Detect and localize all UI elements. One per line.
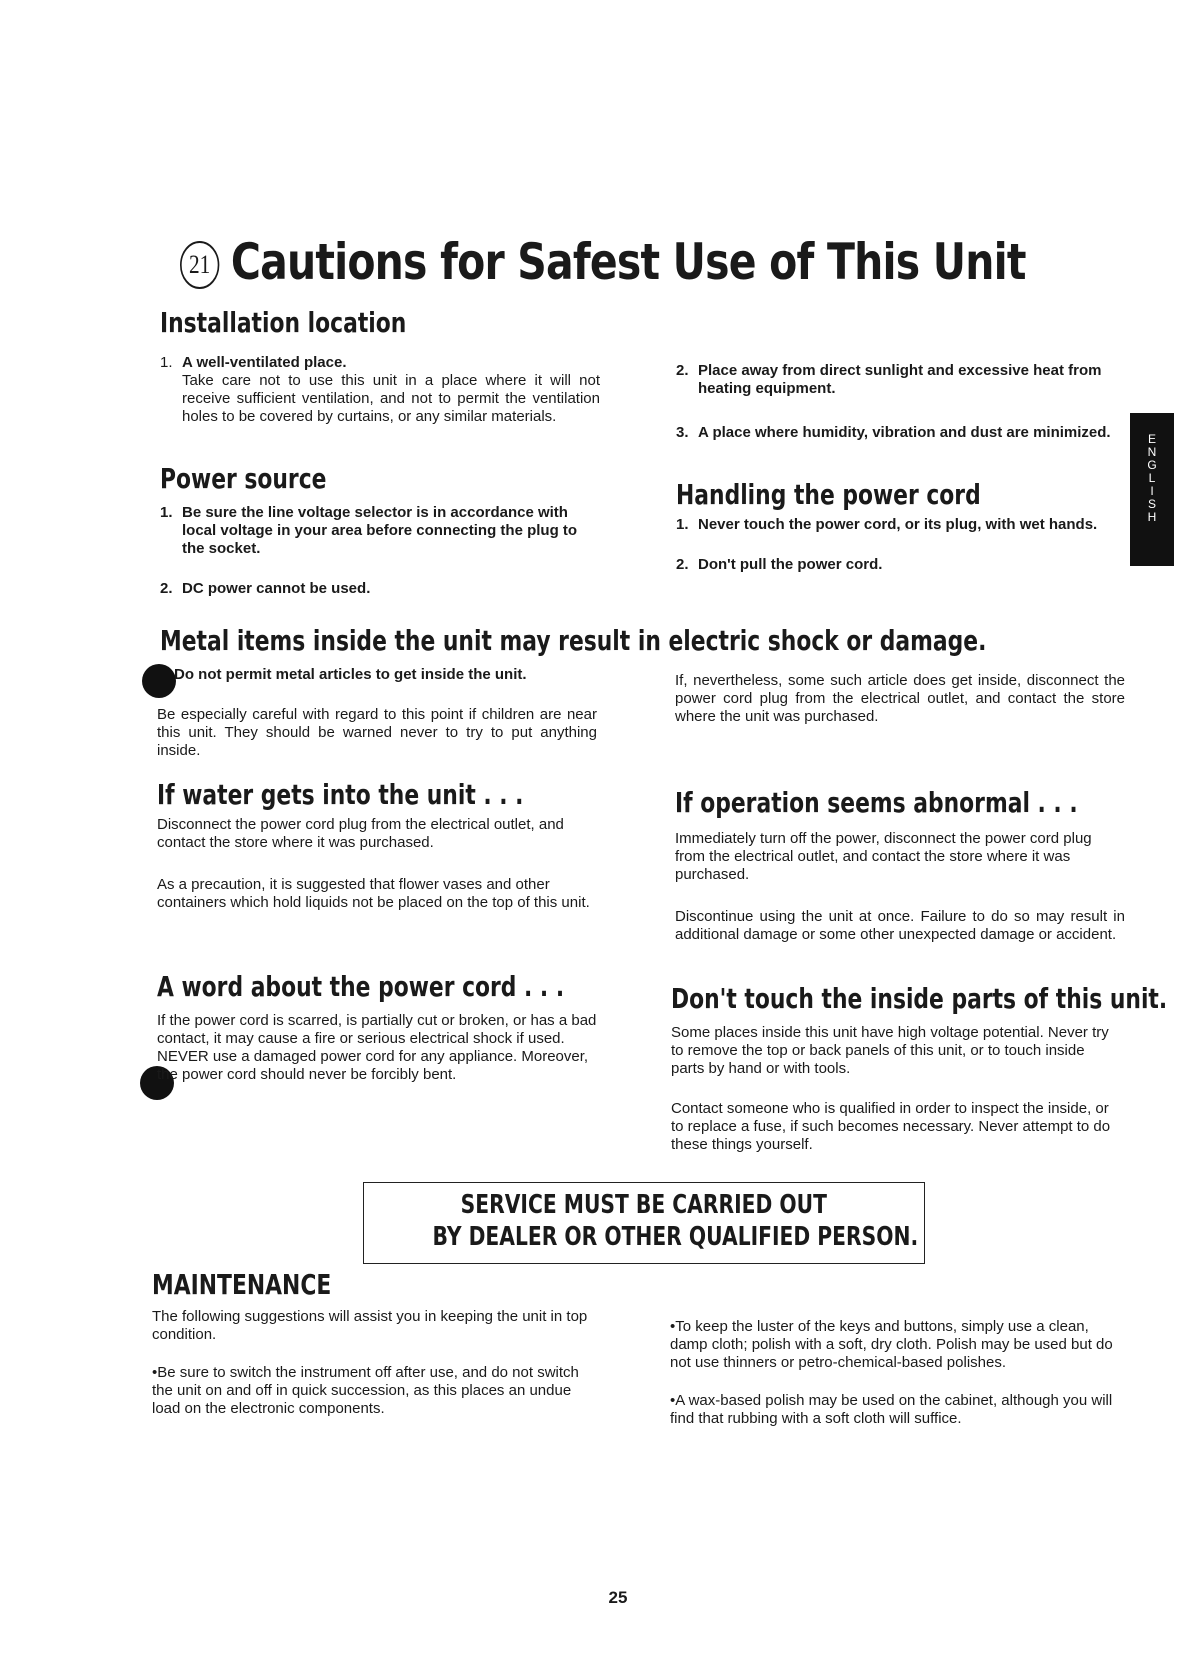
installation-item-1 — [160, 354, 600, 426]
maintenance-heading: MAINTENANCE — [152, 1268, 332, 1301]
abnormal-heading: If operation seems abnormal . . . — [675, 786, 1078, 819]
installation-heading: Installation location — [160, 306, 407, 339]
item-number: 1. — [160, 354, 173, 371]
installation-item-3 — [676, 424, 1126, 442]
item-number: 1. — [160, 504, 173, 521]
metal-text-right: If, nevertheless, some such article does get inside, disconnect the power cord plug from the electrical outlet, and contact the store where the unit was purchased. — [675, 672, 1125, 725]
item-text: Don't pull the power cord. — [698, 556, 883, 573]
page-number: 25 — [608, 1588, 628, 1607]
item-text: Take care not to use this unit in a place where it will not receive sufficient ventilation, and not to permit the ventilation holes to be covered by curtains, or any similar materials. — [182, 372, 600, 425]
power-source-heading: Power source — [160, 462, 327, 495]
water-paragraph-2: As a precaution, it is suggested that flower vases and other containers which hold liquids not be placed on the top of this unit. — [157, 876, 590, 911]
language-tab-letter: N — [1147, 445, 1157, 459]
language-tab-letter: G — [1147, 458, 1157, 472]
item-number: 1. — [676, 516, 689, 533]
inside-paragraph-2: Contact someone who is qualified in order to inspect the inside, or to replace a fuse, if such becomes necessary. Never attempt to do these things yourself. — [671, 1100, 1111, 1153]
abnormal-paragraph-2: Discontinue using the unit at once. Failure to do so may result in additional damage or some other unexpected damage or accident. — [675, 908, 1125, 943]
maintenance-intro: The following suggestions will assist you in keeping the unit in top condition. — [152, 1308, 588, 1343]
maintenance-bullet-2: •To keep the luster of the keys and buttons, simply use a clean, damp cloth; polish with a soft, dry cloth. Polish may be used but do not use thinners or petro-chemical-based polishes. — [670, 1318, 1113, 1371]
inside-heading: Don't touch the inside parts of this unit. — [671, 982, 1168, 1015]
water-paragraph-1: Disconnect the power cord plug from the electrical outlet, and contact the store where it was purchased. — [157, 816, 564, 851]
power-source-item-1 — [160, 504, 600, 558]
item-number: 2. — [676, 362, 689, 379]
metal-heading: Metal items inside the unit may result in electric shock or damage. — [160, 624, 987, 657]
water-text — [157, 816, 597, 912]
section-number: 21 — [180, 241, 219, 289]
inside-text — [671, 1024, 1121, 1154]
maintenance-left — [152, 1308, 597, 1418]
item-text: Be sure the line voltage selector is in accordance with local voltage in your area before connecting the plug to the socket. — [182, 504, 578, 557]
item-number: 2. — [676, 556, 689, 573]
language-tab-letter: S — [1147, 497, 1156, 511]
service-line-2: BY DEALER OR OTHER QUALIFIED PERSON. — [432, 1222, 919, 1252]
service-line-1: SERVICE MUST BE CARRIED OUT — [460, 1190, 828, 1220]
water-heading: If water gets into the unit . . . — [157, 778, 524, 811]
item-number: 3. — [676, 424, 689, 441]
power-cord-item-2 — [676, 556, 1126, 574]
installation-item-2 — [676, 362, 1116, 398]
maintenance-right — [670, 1318, 1125, 1428]
language-tab-letter: E — [1147, 432, 1156, 446]
inside-paragraph-1: Some places inside this unit have high voltage potential. Never try to remove the top or back panels of this unit, or to touch inside parts by hand or with tools. — [671, 1024, 1109, 1077]
item-title: A well-ventilated place. — [182, 354, 347, 371]
item-text: DC power cannot be used. — [182, 580, 371, 597]
service-notice-box — [363, 1182, 925, 1264]
page-title — [180, 232, 1026, 292]
word-paragraph-1: If the power cord is scarred, is partially cut or broken, or has a bad contact, it may cause a fire or serious electrical shock if used. NEVER use a damaged power cord for any appliance. Moreover, the power cord should never be forcibly bent. — [157, 1012, 597, 1083]
abnormal-paragraph-1: Immediately turn off the power, disconnect the power cord plug from the electrical outlet, and contact the store where it was purchased. — [675, 830, 1092, 883]
power-source-item-2 — [160, 580, 600, 598]
item-text: A place where humidity, vibration and dust are minimized. — [698, 424, 1111, 441]
power-cord-heading: Handling the power cord — [676, 478, 981, 511]
maintenance-bullet-1: •Be sure to switch the instrument off after use, and do not switch the unit on and off in quick succession, as this places an undue load on the electronic components. — [152, 1364, 579, 1417]
maintenance-bullet-3: •A wax-based polish may be used on the cabinet, although you will find that rubbing with a soft cloth will suffice. — [670, 1392, 1113, 1427]
metal-lead: Do not permit metal articles to get inside the unit. — [174, 666, 527, 683]
item-text: Place away from direct sunlight and excessive heat from heating equipment. — [698, 362, 1102, 397]
page-title-text: Cautions for Safest Use of This Unit — [230, 233, 1026, 291]
item-number: 2. — [160, 580, 173, 597]
language-tab-letter: L — [1148, 471, 1156, 485]
language-tab-letter: H — [1147, 510, 1157, 524]
power-cord-item-1 — [676, 516, 1126, 534]
language-tab-letter: I — [1150, 484, 1154, 498]
language-tab — [1130, 413, 1174, 566]
abnormal-text — [675, 830, 1125, 944]
item-text: Never touch the power cord, or its plug, with wet hands. — [698, 516, 1098, 533]
metal-text-left: Be especially careful with regard to this point if children are near this unit. They should be warned never to try to put anything inside. — [157, 706, 597, 759]
word-heading: A word about the power cord . . . — [157, 970, 565, 1003]
